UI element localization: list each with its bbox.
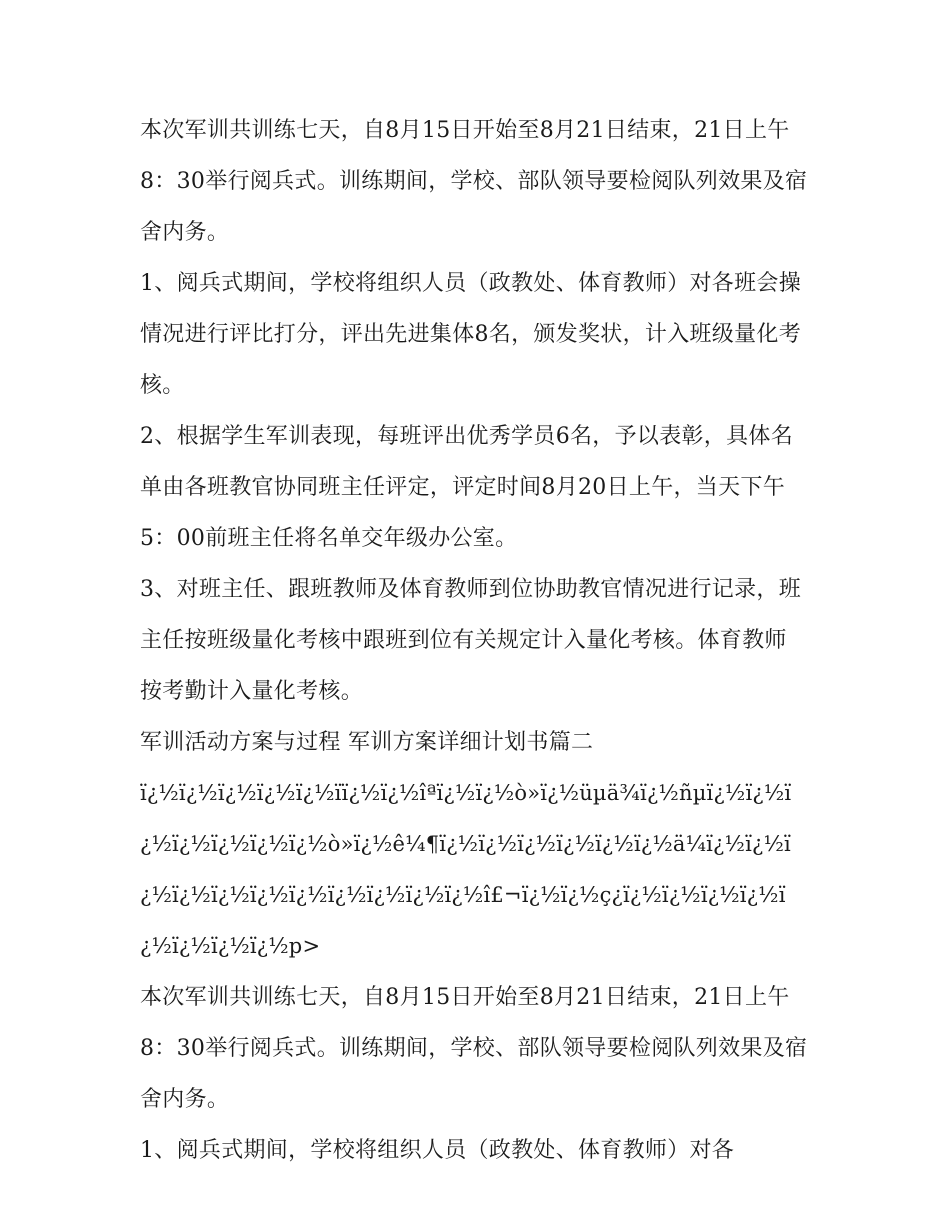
section-heading: 军训活动方案与过程 军训方案详细计划书篇二	[140, 730, 594, 755]
paragraph-item-1: 1、阅兵式期间，学校将组织人员（政教处、体育教师）对各班会操情况进行评比打分，评出先进集体8名，颁发奖状，计入班级量化考核。	[140, 271, 801, 398]
paragraph-intro: 本次军训共训练七天，自8月15日开始至8月21日结束，21日上午8：30举行阅兵式。训练期间，学校、部队领导要检阅队列效果及宿舍内务。	[140, 118, 808, 245]
paragraph-item-1-repeat: 1、阅兵式期间，学校将组织人员（政教处、体育教师）对各	[140, 1138, 735, 1163]
document-body	[140, 105, 808, 1176]
paragraph-garbled-text: ï¿½ï¿½ï¿½ï¿½ï¿½ïï¿½ï¿½îªï¿½ï¿½ò»ï¿½üµä¾ï¿½ñµï¿½ï¿½ï¿½ï¿½ï¿½ï¿½ï¿½ò»ï¿½ê¼¶ï¿½ï¿½ï¿½ï¿½ï¿½ï¿½ä¼ï¿½ï¿½ï¿½ï¿½ï¿½ï¿½ï¿½ï¿½ï¿½ï¿½ï¿½î£¬ï¿½ï¿½ç¿ï¿½ï¿½ï¿½ï¿½ï¿½ï¿½ï¿½ï¿½p>	[140, 781, 792, 958]
paragraph-item-2: 2、根据学生军训表现，每班评出优秀学员6名，予以表彰，具体名单由各班教官协同班主任评定，评定时间8月20日上午，当天下午5：00前班主任将名单交年级办公室。	[140, 424, 793, 551]
paragraph-item-3: 3、对班主任、跟班教师及体育教师到位协助教官情况进行记录，班主任按班级量化考核中跟班到位有关规定计入量化考核。体育教师按考勤计入量化考核。	[140, 577, 801, 704]
paragraph-intro-repeat: 本次军训共训练七天，自8月15日开始至8月21日结束，21日上午8：30举行阅兵式。训练期间，学校、部队领导要检阅队列效果及宿舍内务。	[140, 985, 808, 1112]
